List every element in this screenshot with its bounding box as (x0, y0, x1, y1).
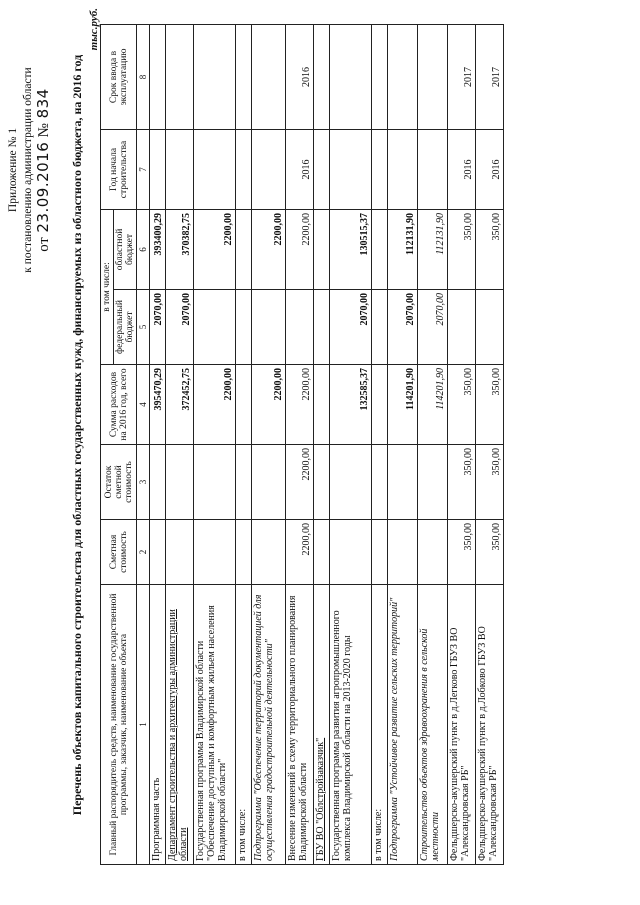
decree-date: 23.09.2016 (34, 141, 52, 233)
row-value-cell (314, 445, 330, 520)
row-value-cell: 372452,75 (166, 365, 194, 445)
row-value-cell: 114201,90 (418, 365, 448, 445)
row-value-cell (418, 130, 448, 210)
row-value-cell (372, 290, 388, 365)
row-value-cell: 2016 (448, 130, 476, 210)
row-name-cell: Внесение изменений в схему территориального планирования Владимирской области (286, 585, 314, 865)
row-value-cell (418, 520, 448, 585)
table-row (194, 25, 236, 865)
decree-number: 834 (34, 88, 52, 119)
attachment-header (6, 40, 52, 300)
row-name-cell: Программная часть (150, 585, 166, 865)
row-value-cell: 2200,00 (286, 445, 314, 520)
row-value-cell (194, 520, 236, 585)
row-value-cell: 350,00 (448, 210, 476, 290)
row-value-cell (372, 445, 388, 520)
header-col2: Сметная стоимость (101, 520, 137, 585)
table-row (286, 25, 314, 865)
row-value-cell: 2070,00 (330, 290, 372, 365)
attachment-label: Приложение № 1 (7, 127, 19, 213)
row-value-cell (476, 290, 504, 365)
row-value-cell (372, 520, 388, 585)
row-value-cell (252, 520, 286, 585)
row-value-cell: 393400,29 (150, 210, 166, 290)
row-value-cell (150, 445, 166, 520)
row-value-cell (314, 520, 330, 585)
row-value-cell (194, 25, 236, 130)
row-value-cell (194, 130, 236, 210)
row-value-cell: 350,00 (448, 445, 476, 520)
col-number: 2 (137, 520, 150, 585)
document-title: Перечень объектов капитального строительства для областных государственных нужд, финансируемых из областного бюджета, на 2016 год (70, 54, 84, 816)
row-name-cell: Фельдшерско-акушерский пункт в д.Легково ГБУЗ ВО "Александровская РБ" (448, 585, 476, 865)
row-name-cell: Государственная программа развития агропромышленного комплекса Владимирской области на 2013-2020 годы (330, 585, 372, 865)
row-name-cell: Подпрограмма "Устойчивое развитие сельских территорий" (388, 585, 418, 865)
row-value-cell (372, 210, 388, 290)
row-value-cell (252, 445, 286, 520)
row-value-cell: 2016 (286, 25, 314, 130)
row-value-cell (314, 210, 330, 290)
row-value-cell: 350,00 (448, 365, 476, 445)
row-value-cell (166, 130, 194, 210)
row-value-cell (236, 365, 252, 445)
row-value-cell: 2070,00 (150, 290, 166, 365)
row-value-cell: 112131,90 (418, 210, 448, 290)
row-value-cell (252, 130, 286, 210)
row-value-cell (372, 25, 388, 130)
row-value-cell (236, 130, 252, 210)
row-value-cell (388, 520, 418, 585)
row-name-cell: Фельдшерско-акушерский пункт в д.Лобково ГБУЗ ВО "Александровская РБ" (476, 585, 504, 865)
row-value-cell (388, 130, 418, 210)
col-number: 5 (137, 290, 150, 365)
row-value-cell: 350,00 (476, 365, 504, 445)
row-value-cell (252, 25, 286, 130)
row-value-cell: 395470,29 (150, 365, 166, 445)
row-value-cell (330, 25, 372, 130)
row-value-cell (194, 290, 236, 365)
number-prefix: № (36, 122, 52, 138)
row-value-cell: 2200,00 (286, 210, 314, 290)
row-value-cell: 2070,00 (166, 290, 194, 365)
header-col3: Остаток сметной стоимость (101, 445, 137, 520)
table-row (236, 25, 252, 865)
row-value-cell (418, 445, 448, 520)
row-name-cell: в том числе: (236, 585, 252, 865)
decree-reference: к постановлению администрации области (22, 67, 34, 273)
table-row (150, 25, 166, 865)
row-value-cell: 370382,75 (166, 210, 194, 290)
header-col1: Главный распорядитель средств, наименование государственной программы, заказчик, наименование объекта (101, 585, 137, 865)
row-value-cell (236, 25, 252, 130)
header-col5: федеральный бюджет (114, 290, 137, 365)
row-value-cell (388, 445, 418, 520)
row-name-cell: Государственная программа Владимирской области "Обеспечение доступным и комфортным жильем населения Владимирской области" (194, 585, 236, 865)
objects-table (100, 24, 504, 865)
header-col7: Год начала строительства (101, 130, 137, 210)
row-value-cell (314, 290, 330, 365)
row-value-cell (236, 210, 252, 290)
col-number: 6 (137, 210, 150, 290)
units-label: тыс.руб. (88, 8, 100, 51)
header-group: в том числе: (101, 210, 114, 365)
row-value-cell (236, 290, 252, 365)
row-value-cell (314, 25, 330, 130)
row-value-cell (388, 25, 418, 130)
row-value-cell (418, 25, 448, 130)
col-number: 8 (137, 25, 150, 130)
row-name-cell: в том числе: (372, 585, 388, 865)
row-value-cell: 114201,90 (388, 365, 418, 445)
row-value-cell (330, 445, 372, 520)
row-value-cell (236, 445, 252, 520)
row-value-cell (314, 130, 330, 210)
row-value-cell: 112131,90 (388, 210, 418, 290)
row-value-cell: 2017 (476, 25, 504, 130)
table-row (372, 25, 388, 865)
row-name-cell: Департамент строительства и архитектуры администрации области (166, 585, 194, 865)
date-prefix: от (36, 236, 52, 252)
row-value-cell: 2200,00 (252, 210, 286, 290)
row-value-cell (150, 520, 166, 585)
row-value-cell: 350,00 (448, 520, 476, 585)
col-number: 3 (137, 445, 150, 520)
table-row (330, 25, 372, 865)
row-name-cell: Строительство объектов здравоохранения в сельской местности (418, 585, 448, 865)
row-value-cell: 350,00 (476, 210, 504, 290)
row-value-cell (372, 365, 388, 445)
header-col8: Срок ввода в эксплуатацию (101, 25, 137, 130)
row-value-cell: 2016 (286, 130, 314, 210)
row-value-cell (372, 130, 388, 210)
row-value-cell (150, 25, 166, 130)
row-value-cell (150, 130, 166, 210)
col-number: 1 (137, 585, 150, 865)
row-value-cell (252, 290, 286, 365)
row-value-cell (166, 25, 194, 130)
row-value-cell (194, 445, 236, 520)
row-value-cell: 2070,00 (388, 290, 418, 365)
table-row (418, 25, 448, 865)
row-value-cell: 2070,00 (418, 290, 448, 365)
row-name-cell: ГБУ ВО "Облстройзаказчик" (314, 585, 330, 865)
row-value-cell: 2200,00 (286, 365, 314, 445)
row-value-cell: 130515,37 (330, 210, 372, 290)
table-row (448, 25, 476, 865)
row-value-cell: 2016 (476, 130, 504, 210)
row-value-cell: 2200,00 (286, 520, 314, 585)
row-value-cell (166, 520, 194, 585)
header-col6: областной бюджет (114, 210, 137, 290)
row-value-cell (330, 130, 372, 210)
header-col4: Сумма расходов на 2016 год, всего (101, 365, 137, 445)
row-value-cell: 350,00 (476, 520, 504, 585)
row-value-cell: 350,00 (476, 445, 504, 520)
row-value-cell: 2200,00 (194, 210, 236, 290)
col-number: 4 (137, 365, 150, 445)
decree-date-line (36, 40, 52, 300)
row-value-cell: 2200,00 (252, 365, 286, 445)
row-value-cell (330, 520, 372, 585)
row-value-cell (286, 290, 314, 365)
row-value-cell (314, 365, 330, 445)
row-name-cell: Подпрограмма "Обеспечение территорий документацией для осуществления градостроительной деятельности" (252, 585, 286, 865)
table-row (314, 25, 330, 865)
table-row (166, 25, 194, 865)
row-value-cell (166, 445, 194, 520)
table-row (476, 25, 504, 865)
row-value-cell (236, 520, 252, 585)
table-row (252, 25, 286, 865)
row-value-cell: 2200,00 (194, 365, 236, 445)
row-value-cell: 132585,37 (330, 365, 372, 445)
row-value-cell: 2017 (448, 25, 476, 130)
table-row (388, 25, 418, 865)
col-number: 7 (137, 130, 150, 210)
row-value-cell (448, 290, 476, 365)
